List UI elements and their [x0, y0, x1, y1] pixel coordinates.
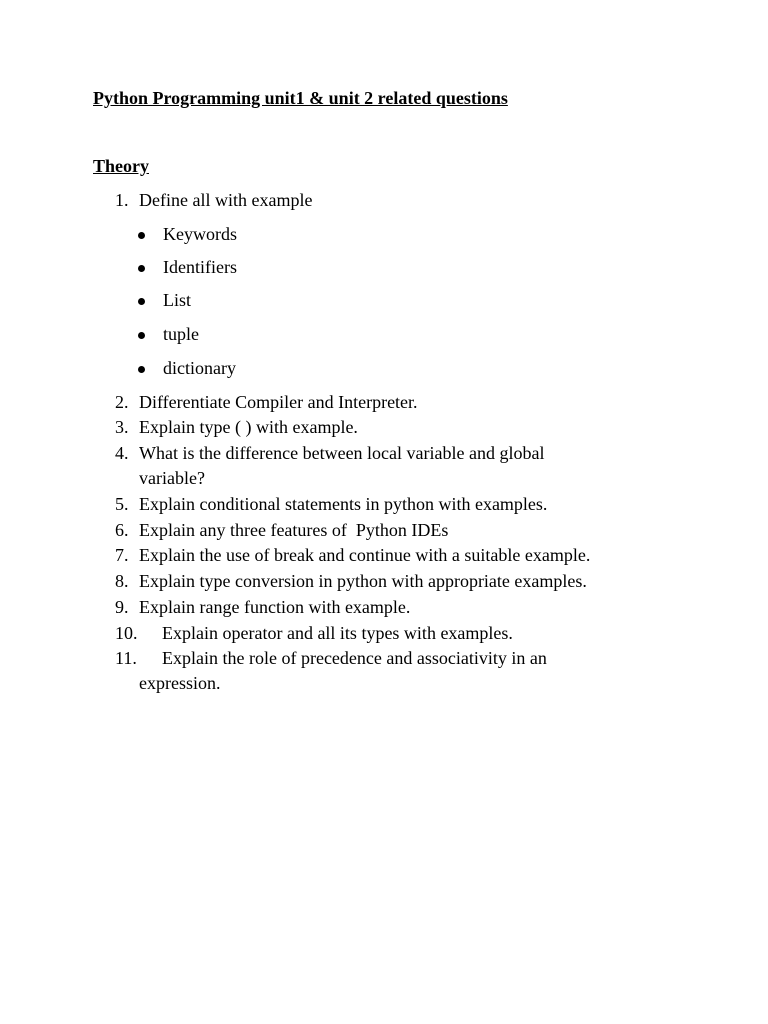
sub-list-item-text: Identifiers [163, 257, 237, 277]
question-text: Differentiate Compiler and Interpreter. [139, 392, 418, 412]
question-number: 6. [115, 520, 129, 540]
question-number: 7. [115, 545, 129, 565]
question-text: Explain any three features of Python IDEs [139, 520, 449, 540]
bullet-icon [138, 232, 145, 239]
question-number: 2. [115, 392, 129, 412]
bullet-icon [138, 332, 145, 339]
question-text: Explain conditional statements in python with examples. [139, 494, 548, 514]
question-text: Explain type ( ) with example. [139, 417, 358, 437]
question-number: 9. [115, 597, 129, 617]
question-text: What is the difference between local variable and global [139, 443, 545, 463]
sub-list-item-text: dictionary [163, 358, 236, 378]
sub-list-item-text: Keywords [163, 224, 237, 244]
question-text: Explain the role of precedence and associativity in an [162, 648, 547, 668]
sub-list-item-text: tuple [163, 324, 199, 344]
sub-list-item-text: List [163, 290, 192, 310]
question-text: Explain type conversion in python with appropriate examples. [139, 571, 587, 591]
bullet-icon [138, 298, 145, 305]
question-text-continuation: expression. [139, 673, 221, 693]
question-number: 11. [115, 648, 137, 668]
section-heading-theory: Theory [93, 156, 149, 176]
question-text: Define all with example [139, 190, 313, 210]
question-number: 5. [115, 494, 129, 514]
question-text: Explain the use of break and continue with a suitable example. [139, 545, 591, 565]
question-number: 8. [115, 571, 129, 591]
question-text: Explain range function with example. [139, 597, 411, 617]
question-number: 4. [115, 443, 129, 463]
question-text: Explain operator and all its types with examples. [162, 623, 513, 643]
question-text-continuation: variable? [139, 468, 205, 488]
bullet-icon [138, 366, 145, 373]
bullet-icon [138, 265, 145, 272]
question-number: 1. [115, 190, 129, 210]
question-number: 3. [115, 417, 129, 437]
document-title: Python Programming unit1 & unit 2 related questions [93, 88, 508, 108]
question-number: 10. [115, 623, 138, 643]
